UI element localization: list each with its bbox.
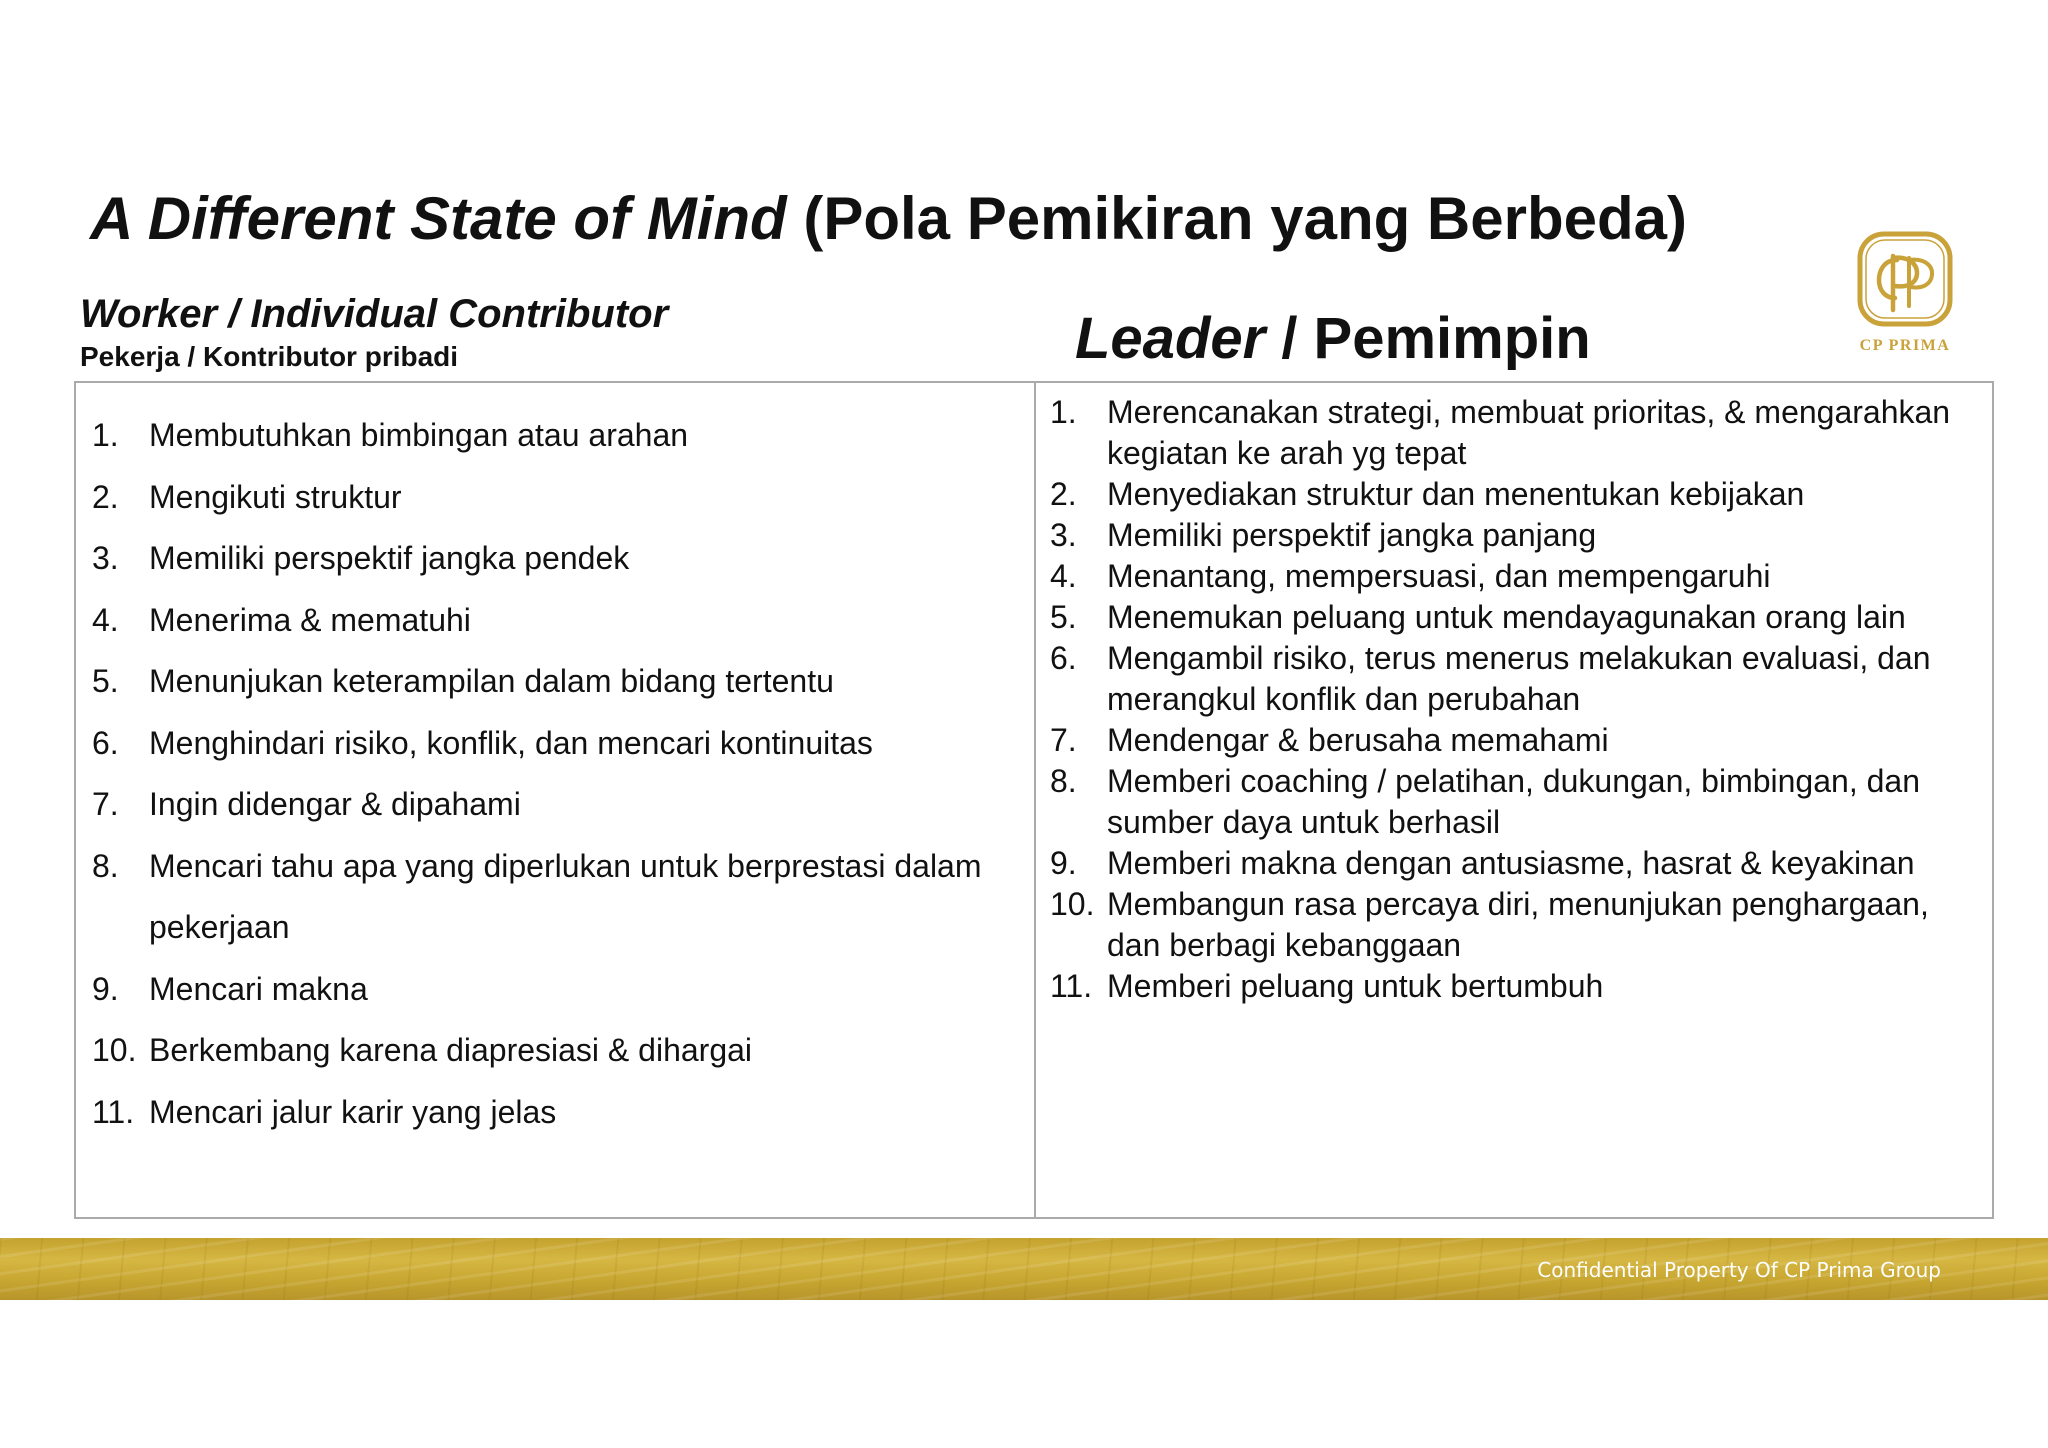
title-italic: A Different State of Mind <box>90 185 787 252</box>
comparison-table <box>74 381 1994 1219</box>
leader-item: 6. Mengambil risiko, terus menerus melakukan evaluasi, dan merangkul konflik dan perubahan <box>1050 640 1931 717</box>
leader-item: 2. Menyediakan struktur dan menentukan kebijakan <box>1050 476 1805 512</box>
page-title <box>90 183 1687 255</box>
worker-item: 9. Mencari makna <box>92 970 368 1007</box>
leader-list <box>1050 392 1982 1007</box>
worker-item: 3. Memiliki perspektif jangka pendek <box>92 540 630 576</box>
leader-item: 9. Memberi makna dengan antusiasme, hasrat & keyakinan <box>1050 845 1915 881</box>
leader-item: 4. Menantang, mempersuasi, dan mempengaruhi <box>1050 558 1771 594</box>
leader-column <box>1036 383 1992 1217</box>
worker-column <box>76 383 1036 1217</box>
worker-item: 8. Mencari tahu apa yang diperlukan untuk berprestasi dalam pekerjaan <box>92 847 982 945</box>
leader-heading <box>1075 304 1591 374</box>
leader-item: 11. Memberi peluang untuk bertumbuh <box>1050 968 1604 1004</box>
worker-subheading: Pekerja / Kontributor pribadi <box>80 341 459 372</box>
leader-item: 5. Menemukan peluang untuk mendayagunakan orang lain <box>1050 599 1906 635</box>
worker-heading: Worker / Individual Contributor <box>80 292 669 336</box>
worker-item: 11. Mencari jalur karir yang jelas <box>92 1093 557 1130</box>
worker-item: 7. Ingin didengar & dipahami <box>92 786 521 822</box>
leader-heading-italic: Leader <box>1075 306 1266 371</box>
worker-header <box>80 290 668 374</box>
leader-item: 7. Mendengar & berusaha memahami <box>1050 722 1609 758</box>
cp-prima-logo <box>1835 230 1975 360</box>
footer-text: Confidential Property Of CP Prima Group <box>1537 1258 1941 1282</box>
leader-item: 10. Membangun rasa percaya diri, menunjukan penghargaan, dan berbagi kebanggaan <box>1050 886 1929 963</box>
worker-item: 10. Berkembang karena diapresiasi & dihargai <box>92 1032 753 1068</box>
worker-item: 2. Mengikuti struktur <box>92 478 402 515</box>
worker-item: 1. Membutuhkan bimbingan atau arahan <box>92 417 689 453</box>
logo-text: CP PRIMA <box>1859 337 1951 354</box>
leader-item: 1. Merencanakan strategi, membuat prioritas, & mengarahkan kegiatan ke arah yg tepat <box>1050 394 1951 471</box>
title-rest: (Pola Pemikiran yang Berbeda) <box>786 185 1687 252</box>
worker-list <box>92 405 1024 1143</box>
worker-item: 5. Menunjukan keterampilan dalam bidang tertentu <box>92 663 834 699</box>
worker-item: 4. Menerima & mematuhi <box>92 601 471 638</box>
footer-band <box>0 1238 2048 1300</box>
leader-heading-rest: / Pemimpin <box>1265 306 1591 371</box>
cp-prima-logo-icon <box>1835 230 1975 335</box>
worker-item: 6. Menghindari risiko, konflik, dan mencari kontinuitas <box>92 724 873 761</box>
leader-item: 8. Memberi coaching / pelatihan, dukungan, bimbingan, dan sumber daya untuk berhasil <box>1050 763 1920 840</box>
leader-item: 3. Memiliki perspektif jangka panjang <box>1050 517 1597 553</box>
